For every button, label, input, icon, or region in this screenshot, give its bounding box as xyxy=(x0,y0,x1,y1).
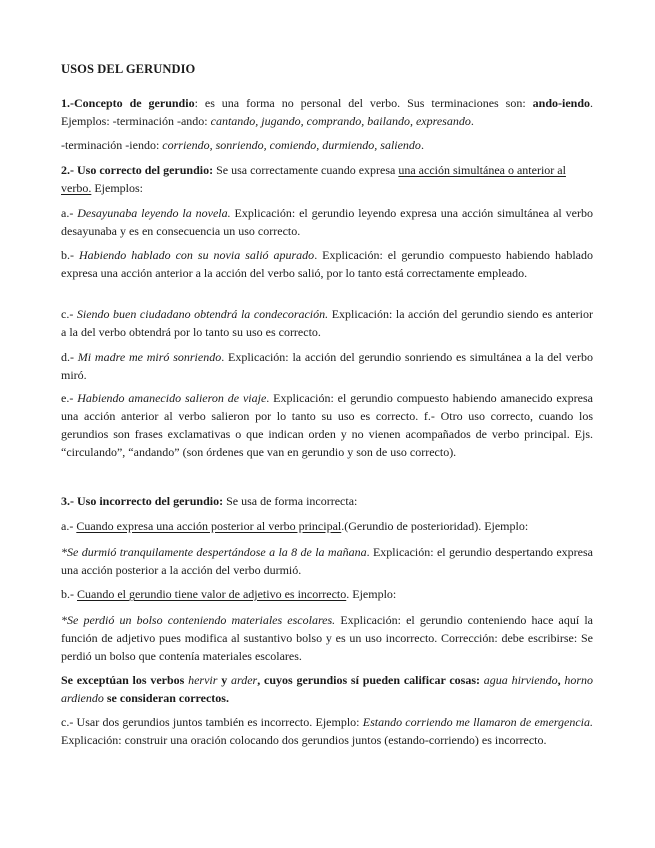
incorrect-case-a: a.- Cuando expresa una acción posterior al verbo principal.(Gerundio de posterioridad). Ejemplo: xyxy=(61,519,529,533)
example-incorrect-b: *Se perdió un bolso conteniendo materiales escolares. Explicación: el gerundio conteniendo hace aquí la función de adjetivo pues modifica al sustantivo bolso y es un uso incorrecto. Corrección: debe escribirse: Se perdió un bolso que contenía materiales escolares. xyxy=(61,613,594,663)
section-heading-concept: 1.-Concepto de gerundio xyxy=(61,96,195,110)
exception-note: Se exceptúan los verbos hervir y arder, cuyos gerundios sí pueden calificar cosas: agua hirviendo, horno ardiendo se consideran correctos. xyxy=(61,673,594,705)
incorrect-case-b: b.- Cuando el gerundio tiene valor de adjetivo es incorrecto. Ejemplo: xyxy=(61,587,397,601)
example-incorrect-a: *Se durmió tranquilamente despertándose a la 8 de la mañana. Explicación: el gerundio despertando expresa una acción posterior a la acción del verbo durmió. xyxy=(61,545,593,577)
paragraph-iendo: -terminación -iendo: corriendo, sonriendo, comiendo, durmiendo, saliendo. xyxy=(61,138,424,152)
paragraph-correct-use: 2.- Uso correcto del gerundio: Se usa correctamente cuando expresa una acción simultánea o anterior al verbo. Ejemplos: xyxy=(61,163,566,195)
paragraph-incorrect-use: 3.- Uso incorrecto del gerundio: Se usa de forma incorrecta: xyxy=(61,494,358,508)
example-correct-c: c.- Siendo buen ciudadano obtendrá la condecoración. Explicación: la acción del gerundio siendo es anterior a la del verbo obtendrá por lo tanto su uso es correcto. xyxy=(61,307,593,339)
example-correct-a: a.- Desayunaba leyendo la novela. Explicación: el gerundio leyendo expresa una acción simultánea al verbo desayunaba y es en consecuencia un uso correcto. xyxy=(61,206,593,238)
section-heading-correct: 2.- Uso correcto del gerundio: xyxy=(61,163,214,177)
endings-term: ando-iendo xyxy=(532,96,590,110)
paragraph-concept: 1.-Concepto de gerundio: es una forma no personal del verbo. Sus terminaciones son: ando-iendo. Ejemplos: -terminación -ando: cantando, jugando, comprando, bailando, expresando. xyxy=(61,96,593,128)
example-correct-e: e.- Habiendo amanecido salieron de viaje. Explicación: el gerundio compuesto habiendo amanecido expresa una acción anterior al verbo salieron por lo tanto su uso es correcto. f.- Otro uso correcto, cuando los gerundios son frases exclamativas o que indican orden y no vienen acompañados de verbo principal. Ejs. “circulando”, “andando” (son órdenes que van en gerundio y son de uso correcto). xyxy=(61,391,593,459)
page-title: USOS DEL GERUNDIO xyxy=(61,62,196,76)
example-correct-d: d.- Mi madre me miró sonriendo. Explicación: la acción del gerundio sonriendo es simultánea a la del verbo miró. xyxy=(61,350,593,382)
examples-iendo: corriendo, sonriendo, comiendo, durmiendo, saliendo xyxy=(162,138,421,152)
examples-ando: cantando, jugando, comprando, bailando, expresando xyxy=(210,114,471,128)
section-heading-incorrect: 3.- Uso incorrecto del gerundio: xyxy=(61,494,224,508)
example-correct-b: b.- Habiendo hablado con su novia salió apurado. Explicación: el gerundio compuesto habiendo hablado expresa una acción anterior a la acción del verbo salió, por lo tanto está correctamente empleado. xyxy=(61,248,593,280)
incorrect-case-c: c.- Usar dos gerundios juntos también es incorrecto. Ejemplo: Estando corriendo me llamaron de emergencia. Explicación: construir una oración colocando dos gerundios juntos (estando-corriendo) es incorrecto. xyxy=(61,715,593,747)
